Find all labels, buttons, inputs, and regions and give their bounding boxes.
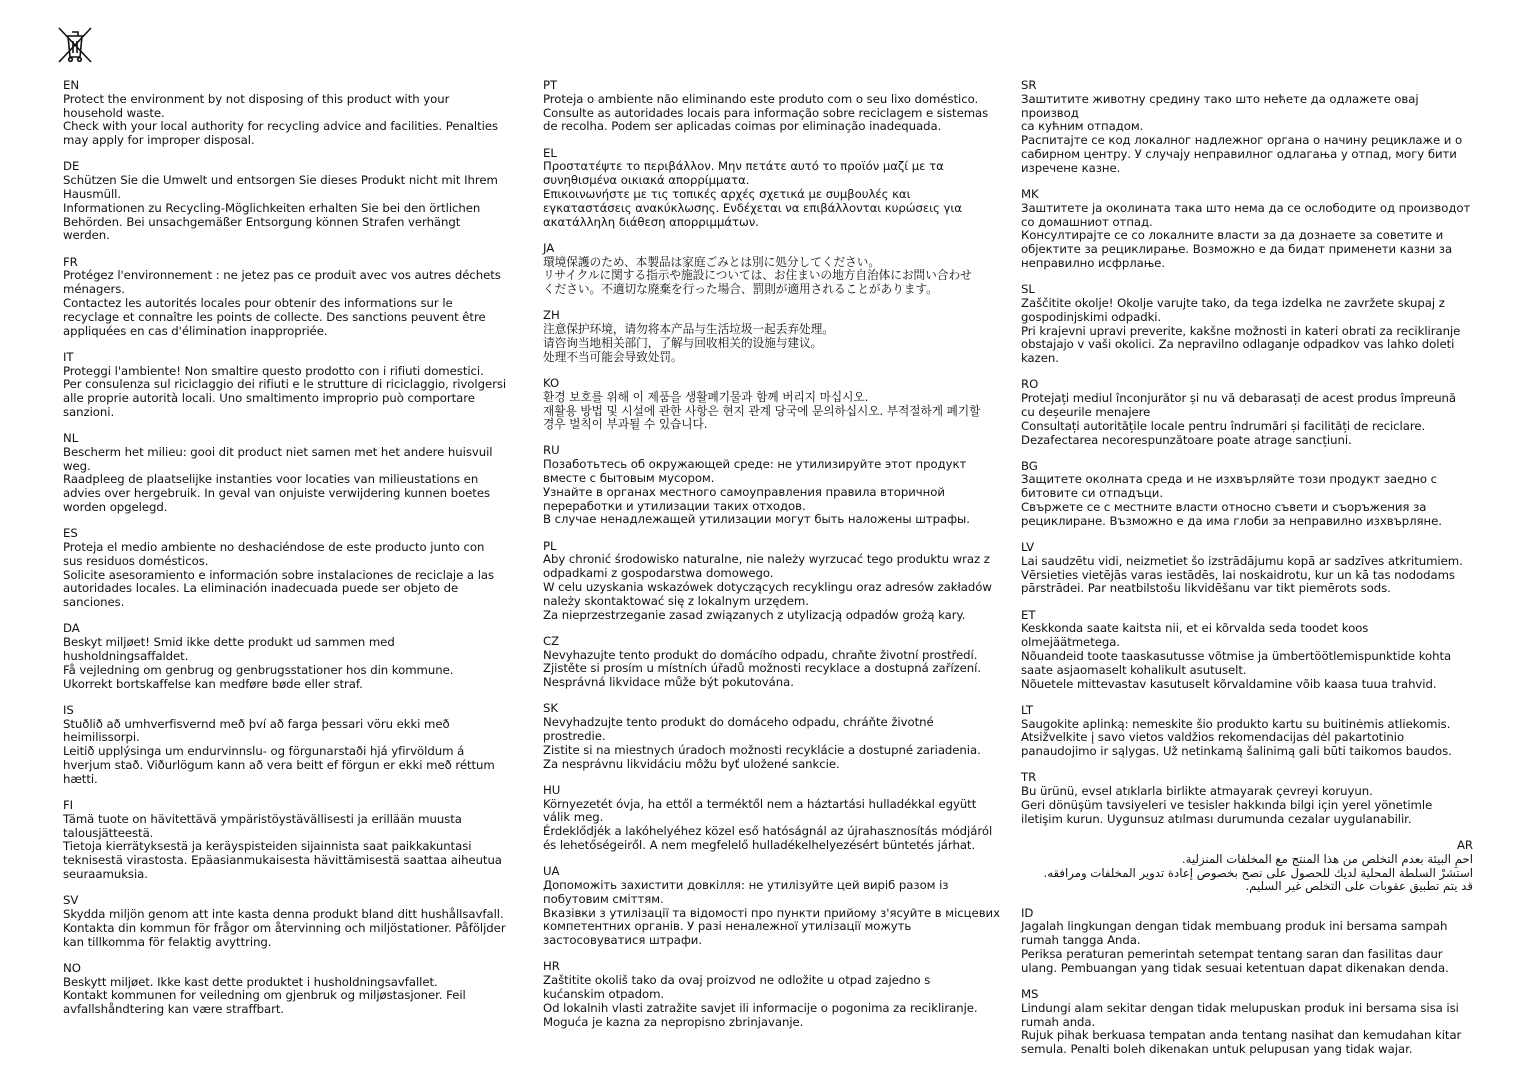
language-block-hr [543,960,1005,1029]
disposal-instructions: Nevyhadzujte tento produkt do domáceho odpadu, chráňte životné prostredie. Zistite si na miestnych úradoch možnosti recyklácie a dostupné zariadenia. Za nesprávnu likvidáciu môžu byť uložené sankcie. [543,715,981,771]
disposal-instructions: Заштитите животну средину тако што нећете да одлажете овај производ са кућним отпадом. Распитајте се код локалног надлежног органа о начину рециклаже и о сабирном центру. У случају неправилног одлагања у отпад, могу бити изречене казне. [1021,91,1463,175]
disposal-instructions: Proteja el medio ambiente no deshaciéndose de este producto junto con sus residuos domésticos. Solicite asesoramiento e información sobre instalaciones de reciclaje a las autoridades locales. La eliminación inadecuada puede ser objeto de sanciones. [63,540,495,610]
language-code: KO [543,375,560,390]
disposal-instructions: Tämä tuote on hävitettävä ympäristöystävällisesti ja erillään muusta talousjätteestä. Tietoja kierrätyksestä ja keräyspisteiden sijainnista saat paikkakuntasi teknisestä virastosta. Epäasianmukaisesta hävittämisestä saattaa aiheutua seuraamuksia. [63,811,502,881]
language-block-el [543,147,1005,230]
language-code: BG [1021,458,1038,473]
language-block-ko [543,377,1005,432]
disposal-instructions: Keskkonda saate kaitsta nii, et ei kõrvalda seda toodet koos olmejäätmetega. Nõuandeid toote taaskasutusse võtmise ja ümbertöötlemispunktide kohta saate asjaomaselt kohalikult asutuselt. Nõuetele mittevastav kasutuselt kõrvaldamine võib kaasa tuua trahvid. [1021,621,1452,691]
language-block-mk [1021,188,1473,271]
language-code: AR [1456,837,1473,852]
language-block-nl [63,432,525,515]
language-code: MS [1021,986,1039,1001]
disposal-instructions: Заштитете ја околината така што нема да се ослободите од производот со домашниот отпад. Консултирајте се со локалните власти за да дознаете за советите и објектите за рециклирање. Возможно е да бидат применети казни за неправилно исфрлање. [1021,200,1471,270]
language-code: HU [543,782,561,797]
language-block-ru [543,444,1005,527]
language-code: CZ [543,633,560,648]
disposal-instructions: Допоможіть захистити довкілля: не утилізуйте цей виріб разом із побутовим сміттям. Вказівки з утилізації та відомості про пункти прийому з'ясуйте в місцевих компетентних органів. У разі неналежної утилізації можуть застосовуватися штрафи. [543,877,1000,948]
language-block-sv [63,894,525,949]
language-block-is [63,704,525,787]
disposal-instructions: Protect the environment by not disposing of this product with your household waste. Check with your local authority for recycling advice and facilities. Penalties may apply for improper disposal. [63,91,499,148]
disposal-instructions: Позаботьтесь об окружающей среде: не утилизируйте этот продукт вместе с бытовым мусором. Узнайте в органах местного самоуправления правила вторичной переработки и утилизации таких отходов. В случае ненадлежащей утилизации могут быть наложены штрафы. [543,457,970,527]
disposal-instructions: Lai saudzētu vidi, neizmetiet šo izstrādājumu kopā ar sadzīves atkritumiem. Vērsieties vietējās varas iestādēs, lai noskaidrotu, kur un kā tas nododams pārstrādei. Par neatbilstošu likvidēšanu var tikt piemērots sods. [1021,553,1463,596]
language-code: MK [1021,186,1039,201]
language-block-ro [1021,378,1473,447]
disposal-instructions: Protejați mediul înconjurător și nu vă debarasați de acest produs împreună cu deșeurile menajere Consultați autoritățile locale pentru îndrumări și facilități de reciclare. Dezafectarea necorespunzătoare poate atrage sancțiuni. [1021,391,1457,447]
language-code: JA [543,240,555,255]
language-code: LT [1021,702,1033,717]
disposal-instructions: Nevyhazujte tento produkt do domácího odpadu, chraňte životní prostředí. Zjistěte si prosím u místních úřadů možnosti recyklace a dostupná zařízení. Nesprávná likvidace může být pokutována. [543,647,981,690]
language-block-no [63,962,525,1017]
language-block-cz [543,635,1005,690]
language-block-ua [543,865,1005,948]
language-code: DA [63,621,80,636]
column-3 [1021,79,1473,1069]
language-code: IS [63,702,74,717]
language-block-sr [1021,79,1473,176]
disposal-instructions: Skydda miljön genom att inte kasta denna produkt bland ditt hushållsavfall. Kontakta din kommun för frågor om återvinning och miljöstationer. Påföljder kan tillkomma för felaktig avyttring. [63,906,506,949]
language-block-fr [63,256,525,339]
disposal-instructions: Lindungi alam sekitar dengan tidak melupuskan produk ini bersama sisa isi rumah anda. Rujuk pihak berkuasa tempatan anda tentang nasihat dan kemudahan kitar semula. Penalti boleh dikenakan untuk pelupusan yang tidak wajar. [1021,1000,1462,1057]
language-code: ET [1021,607,1036,622]
disposal-instructions: احمِ البيئة بعدم التخلص من هذا المنتج مع المخلفات المنزلية. استشرْ السلطة المحلية لديك للحصول على نصح بخصوص إعادة تدوير المخلفات ومرافقه. قد يتم تطبيق عقوبات على التخلص غير السليم. [1043,851,1473,894]
language-code: IT [63,349,74,364]
column-2 [543,79,1005,1042]
language-code: TR [1021,770,1037,785]
disposal-instructions: Beskyt miljøet! Smid ikke dette produkt ud sammen med husholdningsaffaldet. Få vejledning om genbrug og genbrugsstationer hos din kommune. Ukorrekt bortskaffelse kan medføre bøde eller straf. [63,635,454,691]
crossed-out-wheelie-bin-icon [57,26,93,64]
disposal-instructions: Proteja o ambiente não eliminando este produto com o seu lixo doméstico. Consulte as autoridades locais para informação sobre reciclagem e sistemas de recolha. Podem ser aplicadas coimas por eliminação inadequada. [543,91,989,134]
language-block-ms [1021,988,1473,1057]
language-block-da [63,622,525,691]
language-block-bg [1021,460,1473,529]
language-code: HR [543,959,560,974]
language-code: FI [63,797,74,812]
language-block-tr [1021,771,1473,826]
language-block-de [63,160,525,243]
disposal-instructions: Bu ürünü, evsel atıklarla birlikte atmayarak çevreyi koruyun. Geri dönüşüm tavsiyeleri ve tesisler hakkında bilgi için yerel yönetimle iletişim kurun. Uygunsuz atılması durumunda cezalar uygulanabilir. [1021,784,1433,826]
language-block-ar [1021,839,1473,894]
language-block-it [63,351,525,420]
language-code: ZH [543,308,560,323]
language-block-en [63,79,525,148]
language-code: RO [1021,377,1039,392]
disposal-instructions: Zaštitite okoliš tako da ovaj proizvod ne odložite u otpad zajedno s kućanskim otpadom. Od lokalnih vlasti zatražite savjet ili informacije o pogonima za recikliranje. Moguća je kazna za nepropisno zbrinjavanje. [543,973,978,1029]
language-code: NL [63,431,79,446]
language-code: DE [63,159,80,174]
disposal-instructions: Προστατέψτε το περιβάλλον. Μην πετάτε αυτό το προϊόν μαζί με τα συνηθισμένα οικιακά απορρίμματα. Επικοινωνήστε με τις τοπικές αρχές σχετικά με συμβουλές και εγκαταστάσεις ανακύκλωσης. Ενδέχεται να επιβάλλονται κυρώσεις για ακατάλληλη διάθεση απορριμμάτων. [543,159,962,229]
language-block-sk [543,702,1005,771]
disposal-instructions: 환경 보호를 위해 이 제품을 생활폐기물과 함께 버리지 마십시오. 재활용 방법 및 시설에 관한 사항은 현지 관계 당국에 문의하십시오. 부적절하게 폐기할 경우 벌칙이 부과될 수 있습니다. [543,389,981,432]
language-block-fi [63,799,525,882]
language-code: FR [63,254,78,269]
language-code: SR [1021,78,1037,92]
language-block-sl [1021,283,1473,366]
language-code: ES [63,526,78,541]
language-code: LV [1021,540,1035,555]
language-block-lt [1021,704,1473,759]
language-block-et [1021,609,1473,692]
language-block-ja [543,242,1005,297]
language-code: NO [63,960,81,975]
column-1 [63,79,525,1029]
disposal-instructions: Beskytt miljøet. Ikke kast dette produktet i husholdningsavfallet. Kontakt kommunen for veiledning om gjenbruk og miljøstasjoner. Feil avfallshåndtering kan være straffbart. [63,974,466,1017]
disposal-instructions: Protégez l'environnement : ne jetez pas ce produit avec vos autres déchets ménagers. Contactez les autorités locales pour obtenir des informations sur le recyclage et connaître les points de collecte. Des sanctions peuvent être appliquées en cas d'élimination inappropriée. [63,268,501,338]
language-code: PT [543,78,558,92]
disposal-instructions: Schützen Sie die Umwelt und entsorgen Sie dieses Produkt nicht mit Ihrem Hausmüll. Informationen zu Recycling-Möglichkeiten erhalten Sie bei den örtlichen Behörden. Bei unsachgemäßer Entsorgung können Strafen verhängt werden. [63,173,498,243]
disposal-instructions: 環境保護のため、本製品は家庭ごみとは別に処分してください。 リサイクルに関する指示や施設については、お住まいの地方自治体にお問い合わせ ください。不適切な廃棄を行った場合、罰則が適用されることがあります。 [543,254,972,297]
language-block-pt [543,79,1005,134]
disposal-instructions: 注意保护环境，请勿将本产品与生活垃圾一起丢弃处理。 请咨询当地相关部门，了解与回收相关的设施与建议。 处理不当可能会导致处罚。 [543,322,834,364]
disposal-instructions: Környezetét óvja, ha ettől a terméktől nem a háztartási hulladékkal együtt válik meg. Érdeklődjék a lakóhelyéhez közel eső hatóságnál az újrahasznosítás módjáról és lehetőségeiről. A nem megfelelő hulladékelhelyezésért büntetés járhat. [543,796,993,852]
language-code: UA [543,864,560,879]
language-block-es [63,527,525,610]
language-code: PL [543,538,557,553]
disposal-instructions: Proteggi l'ambiente! Non smaltire questo prodotto con i rifiuti domestici. Per consulenza sul riciclaggio dei rifiuti e le strutture di riciclaggio, rivolgersi alle proprie autorità locali. Uno smaltimento improprio può comportare sanzioni. [63,363,507,419]
language-block-hu [543,784,1005,853]
language-code: ID [1021,905,1034,920]
disposal-instructions: Zaščitite okolje! Okolje varujte tako, da tega izdelka ne zavržete skupaj z gospodinjskimi odpadki. Pri krajevni upravi preverite, kakšne možnosti in kateri obrati za recikliranje obstajajo v vaši okolici. Za nepravilno odlaganje odpadkov vas lahko doleti kazen. [1021,295,1461,366]
disposal-instructions: Stuðlið að umhverfisvernd með því að farga þessari vöru ekki með heimilissorpi. Leitið upplýsinga um endurvinnslu- og förgunarstaði hjá yfirvöldum á hverjum stað. Viðurlögum kann að vera beitt ef förgun er ekki með réttum hætti. [63,716,495,786]
language-block-id [1021,907,1473,976]
disposal-instructions: Bescherm het milieu: gooi dit product niet samen met het andere huisvuil weg. Raadpleeg de plaatselijke instanties voor locaties van milieustations en advies over hergebruik. In geval van onjuiste verwijdering kunnen boetes worden opgelegd. [63,444,493,515]
language-code: EL [543,145,557,160]
disposal-instructions: Защитете околната среда и не изхвърляйте този продукт заедно с битовите си отпадъци. Свържете се с местните власти относно съвети и съоръжения за рециклиране. Възможно е да има глоби за неправилно изхвърляне. [1021,472,1442,528]
language-code: RU [543,443,560,458]
language-code: EN [63,78,80,92]
disposal-instructions: Jagalah lingkungan dengan tidak membuang produk ini bersama sampah rumah tangga Anda. Periksa peraturan pemerintah setempat tentang saran dan fasilitas daur ulang. Pembuangan yang tidak sesuai ketentuan dapat dikenakan denda. [1021,919,1449,975]
language-code: SK [543,701,558,716]
language-code: SL [1021,282,1035,297]
language-block-lv [1021,541,1473,596]
language-block-zh [543,309,1005,364]
language-block-pl [543,540,1005,623]
disposal-instructions: Saugokite aplinką: nemeskite šio produkto kartu su buitinėmis atliekomis. Atsižvelkite į savo vietos valdžios rekomendacijas dėl pakartotinio panaudojimo ir sąlygas. Už netinkamą šalinimą gali būti taikomos baudos. [1021,716,1452,759]
language-code: SV [63,893,79,908]
disposal-instructions: Aby chronić środowisko naturalne, nie należy wyrzucać tego produktu wraz z odpadkami z gospodarstwa domowego. W celu uzyskania wskazówek dotyczących recyklingu oraz adresów zakładów należy skontaktować się z lokalnym urzędem. Za nieprzestrzeganie zasad związanych z utylizacją odpadów grożą kary. [543,552,992,622]
